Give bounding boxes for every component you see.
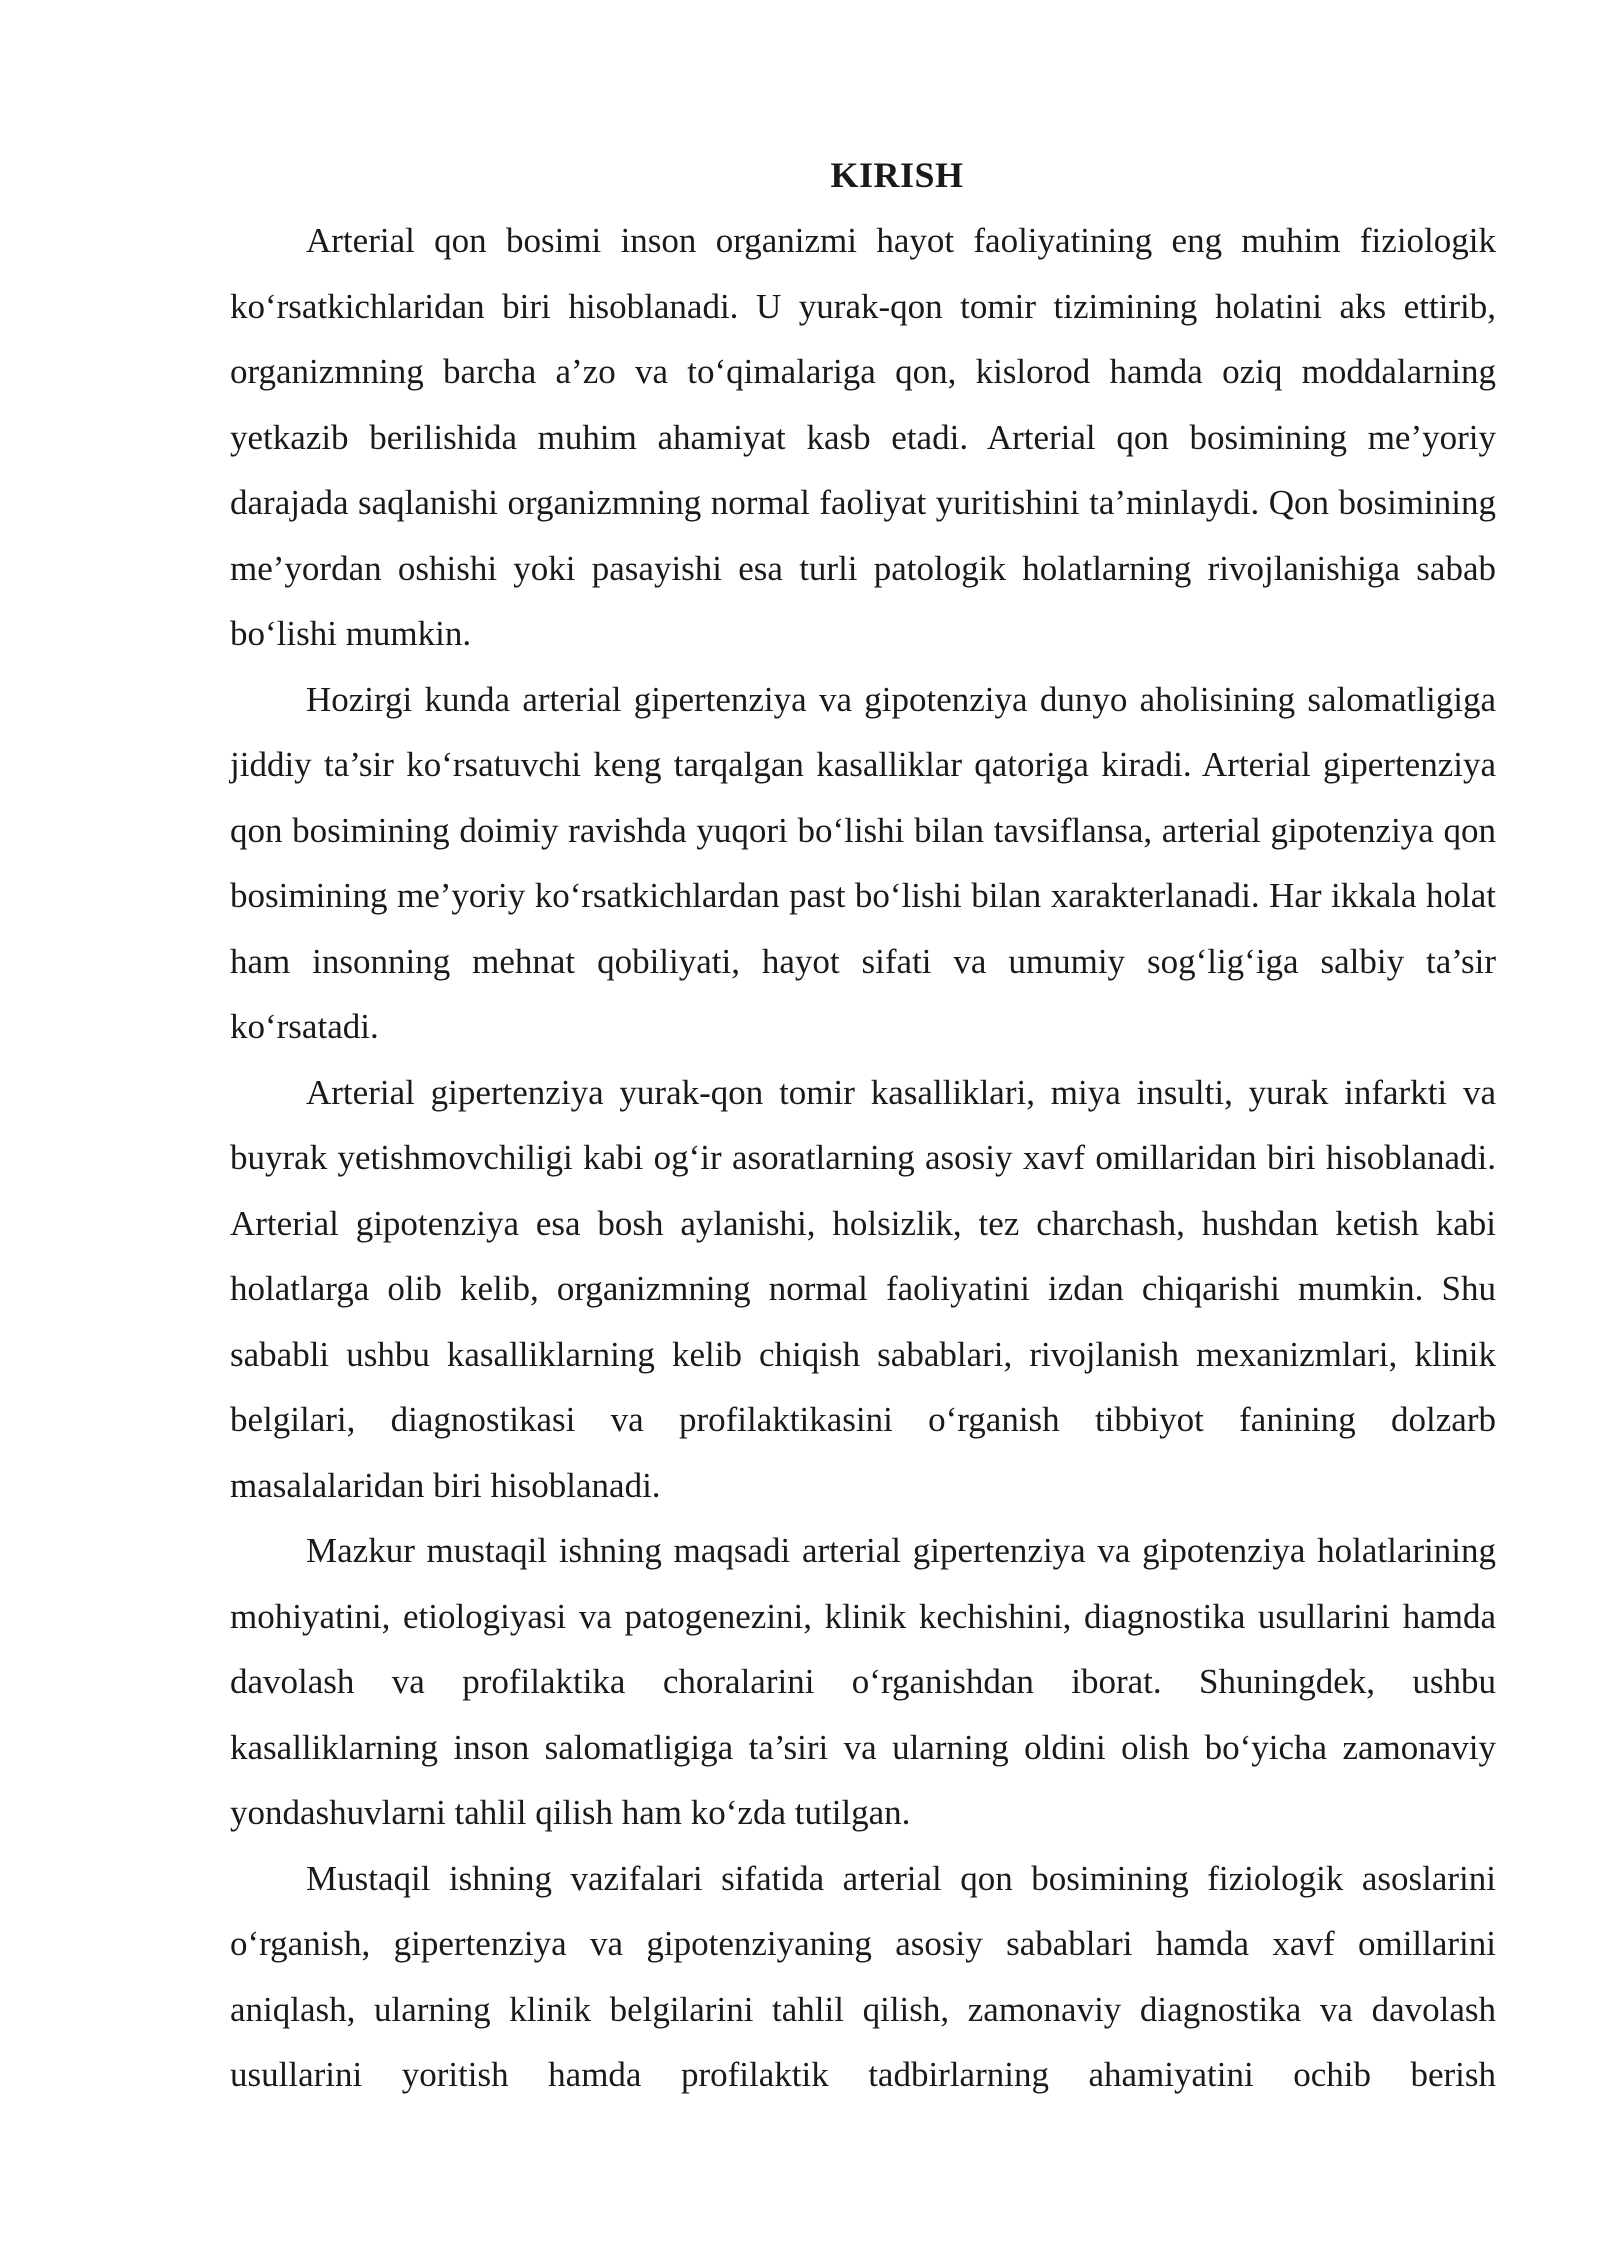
paragraph: Mazkur mustaqil ishning maqsadi arterial gipertenziya va gipotenziya holatlarining mohiyatini, etiologiyasi va patogenezini, klinik kechishini, diagnostika usullarini hamda davolash va profilaktika choralarini o‘rganishdan iborat. Shuningdek, ushbu kasalliklarning inson salomatligiga ta’siri va ularning oldini olish bo‘yicha zamonaviy yondashuvlarni tahlil qilish ham ko‘zda tutilgan. [230,1531,1496,1832]
paragraph: Arterial qon bosimi inson organizmi hayot faoliyatining eng muhim fiziologik ko‘rsatkichlaridan biri hisoblanadi. U yurak-qon tomir tizimining holatini aks ettirib, organizmning barcha a’zo va to‘qimalariga qon, kislorod hamda oziq moddalarning yetkazib berilishida muhim ahamiyat kasb etadi. Arterial qon bosimining me’yoriy darajada saqlanishi organizmning normal faoliyat yuritishini ta’minlaydi. Qon bosimining me’yordan oshishi yoki pasayishi esa turli patologik holatlarning rivojlanishiga sabab bo‘lishi mumkin. [230,221,1496,653]
paragraph: Hozirgi kunda arterial gipertenziya va gipotenziya dunyo aholisining salomatligiga jiddiy ta’sir ko‘rsatuvchi keng tarqalgan kasalliklar qatoriga kiradi. Arterial gipertenziya qon bosimining doimiy ravishda yuqori bo‘lishi bilan tavsiflansa, arterial gipotenziya qon bosimining me’yoriy ko‘rsatkichlardan past bo‘lishi bilan xarakterlanadi. Har ikkala holat ham insonning mehnat qobiliyati, hayot sifati va umumiy sog‘lig‘iga salbiy ta’sir ko‘rsatadi. [230,679,1496,1046]
section-title: KIRISH [830,155,964,195]
paragraph: Arterial gipertenziya yurak-qon tomir kasalliklari, miya insulti, yurak infarkti va buyrak yetishmovchiligi kabi og‘ir asoratlarning asosiy xavf omillaridan biri hisoblanadi. Arterial gipotenziya esa bosh aylanishi, holsizlik, tez charchash, hushdan ketish kabi holatlarga olib kelib, organizmning normal faoliyatini izdan chiqarishi mumkin. Shu sababli ushbu kasalliklarning kelib chiqish sabablari, rivojlanish mexanizmlari, klinik belgilari, diagnostikasi va profilaktikasini o‘rganish tibbiyot fanining dolzarb masalalaridan biri hisoblanadi. [230,1072,1496,1505]
paragraph: Mustaqil ishning vazifalari sifatida arterial qon bosimining fiziologik asoslarini o‘rganish, gipertenziya va gipotenziyaning asosiy sabablari hamda xavf omillarini aniqlash, ularning klinik belgilarini tahlil qilish, zamonaviy diagnostika va davolash usullarini yoritish hamda profilaktik tadbirlarning ahamiyatini ochib berish [230,1858,1496,2094]
document-body [230,143,1496,2108]
